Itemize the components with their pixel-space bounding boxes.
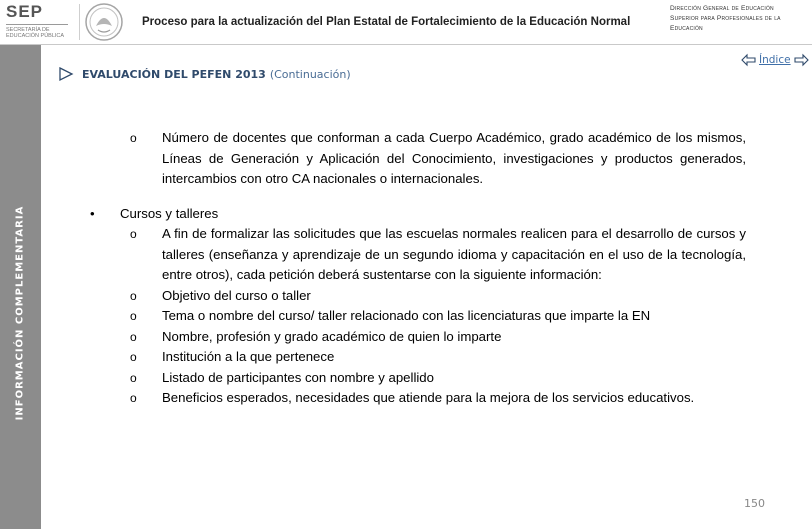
list-item-text: Beneficios esperados, necesidades que atiende para la mejora de los servicios educativos. <box>162 390 695 405</box>
list-item <box>88 224 748 286</box>
content-body <box>88 128 748 409</box>
page-header <box>0 0 812 44</box>
list-item <box>88 368 748 389</box>
index-link[interactable]: Índice <box>759 54 791 66</box>
bullet-marker: • <box>90 205 95 221</box>
list-item-text: Institución a la que pertenece <box>162 349 335 364</box>
bullet-text: Cursos y talleres <box>120 205 219 221</box>
list-marker: o <box>130 329 137 344</box>
list-item <box>88 388 748 409</box>
national-seal-icon <box>84 2 124 42</box>
list-marker: o <box>130 309 137 323</box>
section-continuation: (Continuación) <box>269 67 351 81</box>
sep-logo-subtitle: SECRETARÍA DE EDUCACIÓN PÚBLICA <box>6 27 65 39</box>
play-arrow-icon <box>58 66 74 82</box>
previous-arrow-icon[interactable] <box>741 53 756 67</box>
list-item <box>88 347 748 368</box>
list-item <box>88 128 748 190</box>
list-item-text: Listado de participantes con nombre y apellido <box>162 369 434 385</box>
list-item-text: Número de docentes que conforman a cada Cuerpo Académico, grado académico de los mismos, Líneas de Generación y Aplicación del Conocimiento, investigaciones y productos generados, intercambios con otro CA nacionales o internacionales. <box>162 130 746 186</box>
document-title: Proceso para la actualización del Plan Estatal de Fortalecimiento de la Educación Normal <box>142 16 631 28</box>
list-marker: o <box>130 227 137 241</box>
list-marker: o <box>130 350 137 364</box>
list-marker: o <box>130 131 137 145</box>
index-navigation <box>741 53 809 67</box>
sidebar-label: INFORMACIÓN COMPLEMENTARIA <box>14 205 26 421</box>
list-marker: o <box>130 370 137 385</box>
department-name: Dirección General de Educación Superior para Profesionales de la Educación <box>670 5 781 32</box>
next-arrow-icon[interactable] <box>794 53 809 67</box>
list-marker: o <box>130 391 137 405</box>
header-rule <box>0 44 812 45</box>
sep-logo <box>4 2 76 42</box>
list-item <box>88 327 748 348</box>
sep-logo-divider <box>6 24 68 25</box>
header-divider <box>79 4 80 40</box>
list-item-text: A fin de formalizar las solicitudes que las escuelas normales realicen para el desarrollo de cursos y talleres (enseñanza y aprendizaje de un segundo idioma y capacitación en el uso de la tecnología, entre otros), cada petición deberá sustentarse con la siguiente información: <box>162 226 746 282</box>
section-heading <box>58 66 351 82</box>
list-item <box>88 286 748 307</box>
list-item-text: Tema o nombre del curso/ taller relacionado con las licenciaturas que imparte la EN <box>162 308 651 323</box>
section-title: EVALUACIÓN DEL PEFEN 2013 <box>82 67 266 81</box>
bullet-item <box>88 204 748 225</box>
list-item-text: Nombre, profesión y grado académico de quien lo imparte <box>162 328 502 344</box>
list-marker: o <box>130 288 137 303</box>
sep-logo-text: SEP <box>6 2 44 21</box>
sidebar <box>0 45 41 529</box>
list-item <box>88 306 748 327</box>
page-number: 150 <box>744 497 765 510</box>
list-item-text: Objetivo del curso o taller <box>162 287 311 303</box>
